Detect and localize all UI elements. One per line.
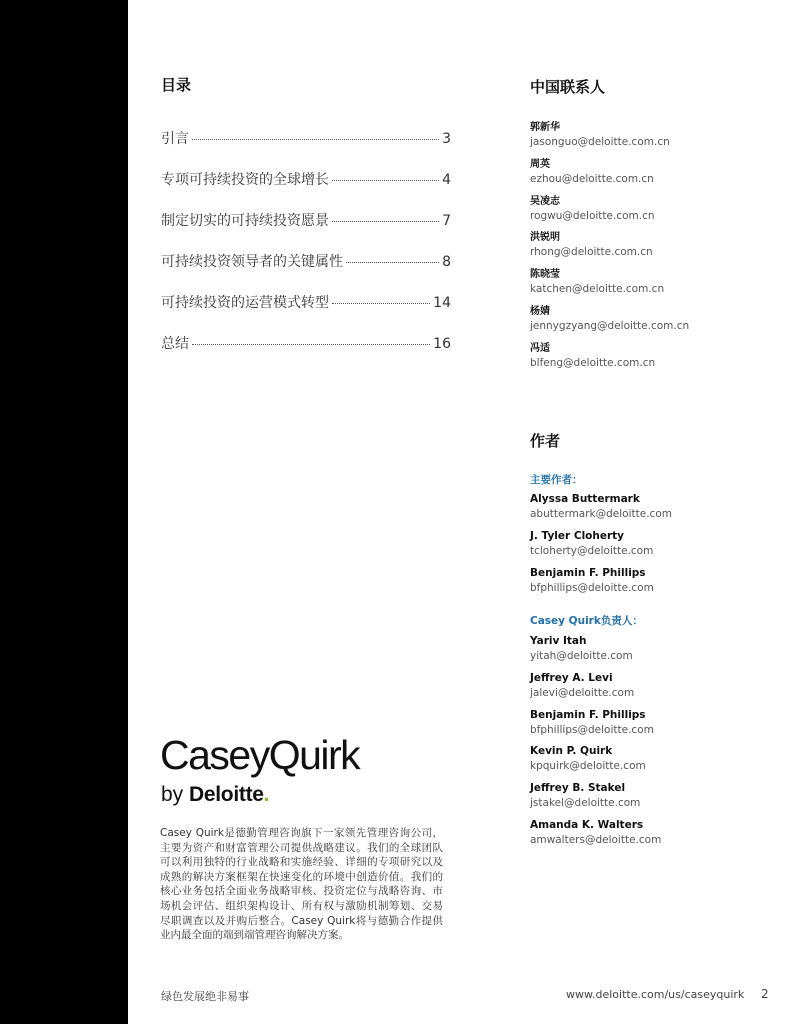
logo-green-dot: . xyxy=(263,783,270,806)
toc-leader xyxy=(332,180,439,181)
lead-entry xyxy=(530,708,661,745)
lead-email[interactable]: yitah@deloitte.com xyxy=(530,650,633,662)
toc-leader xyxy=(332,303,430,304)
logo-by-text: by xyxy=(161,783,184,806)
author-entry xyxy=(530,529,672,566)
author-name: Benjamin F. Phillips xyxy=(530,566,646,579)
contact-name: 洪锐明 xyxy=(530,232,560,244)
contact-entry xyxy=(530,268,689,305)
footer-url-link[interactable]: www.deloitte.com/us/caseyquirk xyxy=(566,988,745,1001)
contact-entry xyxy=(530,342,689,379)
author-name: Alyssa Buttermark xyxy=(530,493,640,505)
contact-entry xyxy=(530,158,689,195)
contact-name: 郭新华 xyxy=(530,122,560,133)
toc-title: 目录 xyxy=(161,76,192,94)
contact-entry xyxy=(530,195,689,232)
toc-item-page: 14 xyxy=(433,295,451,311)
about-paragraph: Casey Quirk是德勤管理咨询旗下一家领先管理咨询公司，主要为资产和财富管理公司提供战略建议。我们的全球团队可以利用独特的行业战略和实施经验、详细的专项研究以及成熟的解决方案框架在快速变化的环境中创造价值。我们的核心业务包括全面业务战略审核、投资定位与战略咨询、市场机会评估、组织架构设计、所有权与激励机制筹划、交易尽职调查以及并购后整合。Casey Quirk将与德勤合作提供业内最全面的端到端管理咨询解决方案。 xyxy=(160,827,443,942)
lead-entry xyxy=(530,671,661,708)
toc-item-title: 引言 xyxy=(161,131,189,147)
left-black-band xyxy=(0,0,128,1024)
toc-item-title: 制定切实的可持续投资愿景 xyxy=(161,213,329,229)
contact-email[interactable]: katchen@deloitte.com.cn xyxy=(530,283,665,296)
contact-email[interactable]: blfeng@deloitte.com.cn xyxy=(530,356,656,369)
toc-item[interactable] xyxy=(161,251,451,292)
toc-item-page: 3 xyxy=(442,131,451,147)
leads-list xyxy=(530,634,661,855)
page-number: 2 xyxy=(761,987,769,1001)
contacts-list xyxy=(530,121,689,379)
caseyquirk-logo: CaseyQuirk xyxy=(160,732,360,778)
lead-entry xyxy=(530,818,661,855)
lead-name: Benjamin F. Phillips xyxy=(530,708,646,721)
lead-name: Yariv Itah xyxy=(530,635,587,647)
lead-entry xyxy=(530,781,661,818)
toc-item-title: 可持续投资领导者的关键属性 xyxy=(161,254,343,270)
lead-email[interactable]: jalevi@deloitte.com xyxy=(530,686,635,699)
main-authors-list xyxy=(530,492,672,602)
contact-name: 陈晓莹 xyxy=(530,269,560,281)
contact-entry xyxy=(530,121,689,158)
lead-name: Jeffrey B. Stakel xyxy=(530,782,626,795)
lead-name: Jeffrey A. Levi xyxy=(530,671,613,684)
toc-item[interactable] xyxy=(161,292,451,333)
toc-item-page: 7 xyxy=(442,213,451,229)
contacts-title: 中国联系人 xyxy=(530,78,606,96)
author-email[interactable]: abuttermark@deloitte.com xyxy=(530,508,672,520)
contact-email[interactable]: ezhou@deloitte.com.cn xyxy=(530,172,654,185)
authors-title: 作者 xyxy=(530,432,561,450)
by-deloitte-logo xyxy=(161,783,269,807)
lead-entry xyxy=(530,634,661,671)
main-authors-label: 主要作者： xyxy=(530,474,583,486)
toc-item[interactable] xyxy=(161,210,451,251)
toc-leader xyxy=(346,262,439,263)
contact-name: 杨婧 xyxy=(530,305,550,317)
lead-entry xyxy=(530,744,661,781)
contact-email[interactable]: rhong@deloitte.com.cn xyxy=(530,246,653,259)
author-entry xyxy=(530,492,672,529)
toc-leader xyxy=(192,139,439,140)
leads-label: Casey Quirk负责人： xyxy=(530,615,643,627)
lead-email[interactable]: kpquirk@deloitte.com xyxy=(530,760,646,773)
lead-name: Kevin P. Quirk xyxy=(530,745,613,758)
footer-tagline: 绿色发展绝非易事 xyxy=(161,990,249,1003)
toc-item[interactable] xyxy=(161,128,451,169)
author-entry xyxy=(530,566,672,603)
toc-item-page: 16 xyxy=(433,336,451,352)
lead-email[interactable]: jstakel@deloitte.com xyxy=(530,797,641,810)
toc-item-title: 可持续投资的运营模式转型 xyxy=(161,295,329,311)
lead-email[interactable]: amwalters@deloitte.com xyxy=(530,833,662,846)
contact-entry xyxy=(530,231,689,268)
lead-name: Amanda K. Walters xyxy=(530,818,644,831)
contact-name: 吴凌志 xyxy=(530,195,560,207)
contact-email[interactable]: rogwu@deloitte.com.cn xyxy=(530,209,655,222)
table-of-contents xyxy=(161,128,451,374)
lead-email[interactable]: bfphillips@deloitte.com xyxy=(530,723,654,736)
author-email[interactable]: tcloherty@deloitte.com xyxy=(530,544,654,557)
contact-name: 冯适 xyxy=(530,342,550,354)
contact-name: 周英 xyxy=(530,158,550,170)
logo-brand-text: Deloitte xyxy=(189,783,264,806)
toc-item-title: 专项可持续投资的全球增长 xyxy=(161,172,329,188)
toc-item[interactable] xyxy=(161,169,451,210)
toc-item-page: 8 xyxy=(442,254,451,270)
contact-email[interactable]: jasonguo@deloitte.com.cn xyxy=(530,136,670,148)
toc-leader xyxy=(192,344,430,345)
author-name: J. Tyler Cloherty xyxy=(530,529,625,542)
author-email[interactable]: bfphillips@deloitte.com xyxy=(530,581,654,594)
contact-entry xyxy=(530,305,689,342)
toc-leader xyxy=(332,221,439,222)
contact-email[interactable]: jennygzyang@deloitte.com.cn xyxy=(530,319,690,332)
toc-item-title: 总结 xyxy=(161,336,189,352)
toc-item[interactable] xyxy=(161,333,451,374)
toc-item-page: 4 xyxy=(442,172,451,188)
